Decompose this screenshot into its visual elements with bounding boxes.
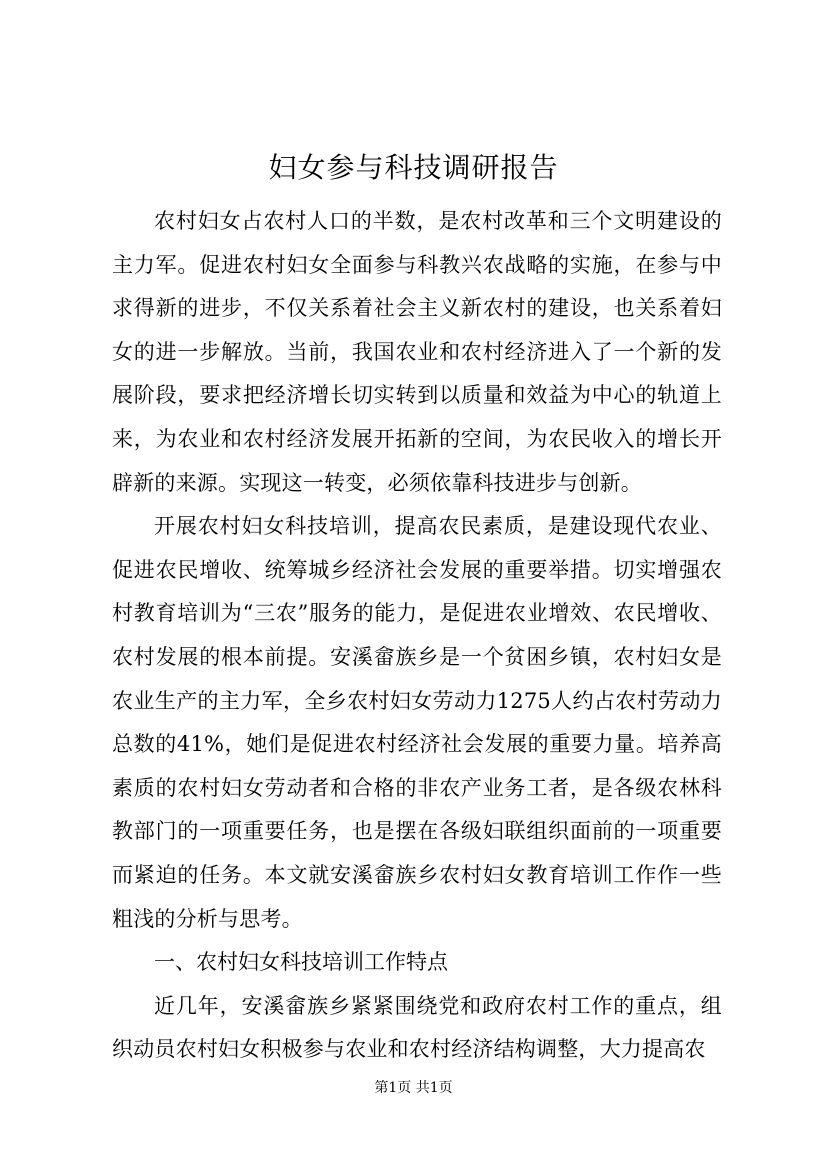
page-footer: 第1页 共1页 <box>374 1080 453 1096</box>
paragraph-intro: 农村妇女占农村人口的半数，是农村改革和三个文明建设的主力军。促进农村妇女全面参与科教兴农战略的实施，在参与中求得新的进步，不仅关系着社会主义新农村的建设，也关系着妇女的进一步解放。当前，我国农业和农村经济进入了一个新的发展阶段，要求把经济增长切实转到以质量和效益为中心的轨道上来，为农业和农村经济发展开拓新的空间，为农民收入的增长开辟新的来源。实现这一转变，必须依靠科技进步与创新。 <box>112 209 722 495</box>
paragraph-section-1: 近几年，安溪畲族乡紧紧围绕党和政府农村工作的重点，组织动员农村妇女积极参与农业和农村经济结构调整，大力提高农 <box>112 993 722 1062</box>
document-body <box>112 200 722 1072</box>
document-title: 妇女参与科技调研报告 <box>268 151 559 184</box>
section-heading: 一、农村妇女科技培训工作特点 <box>154 950 448 975</box>
paragraph-training: 开展农村妇女科技培训，提高农民素质，是建设现代农业、促进农民增收、统筹城乡经济社会发展的重要举措。切实增强农村教育培训为“三农”服务的能力，是促进农业增效、农民增收、农村发展的根本前提。安溪畲族乡是一个贫困乡镇，农村妇女是农业生产的主力军，全乡农村妇女劳动力1275人约占农村劳动力总数的41%，她们是促进农村经济社会发展的重要力量。培养高素质的农村妇女劳动者和合格的非农产业务工者，是各级农林科教部门的一项重要任务，也是摆在各级妇联组织面前的一项重要而紧迫的任务。本文就安溪畲族乡农村妇女教育培训工作作一些粗浅的分析与思考。 <box>112 514 722 931</box>
